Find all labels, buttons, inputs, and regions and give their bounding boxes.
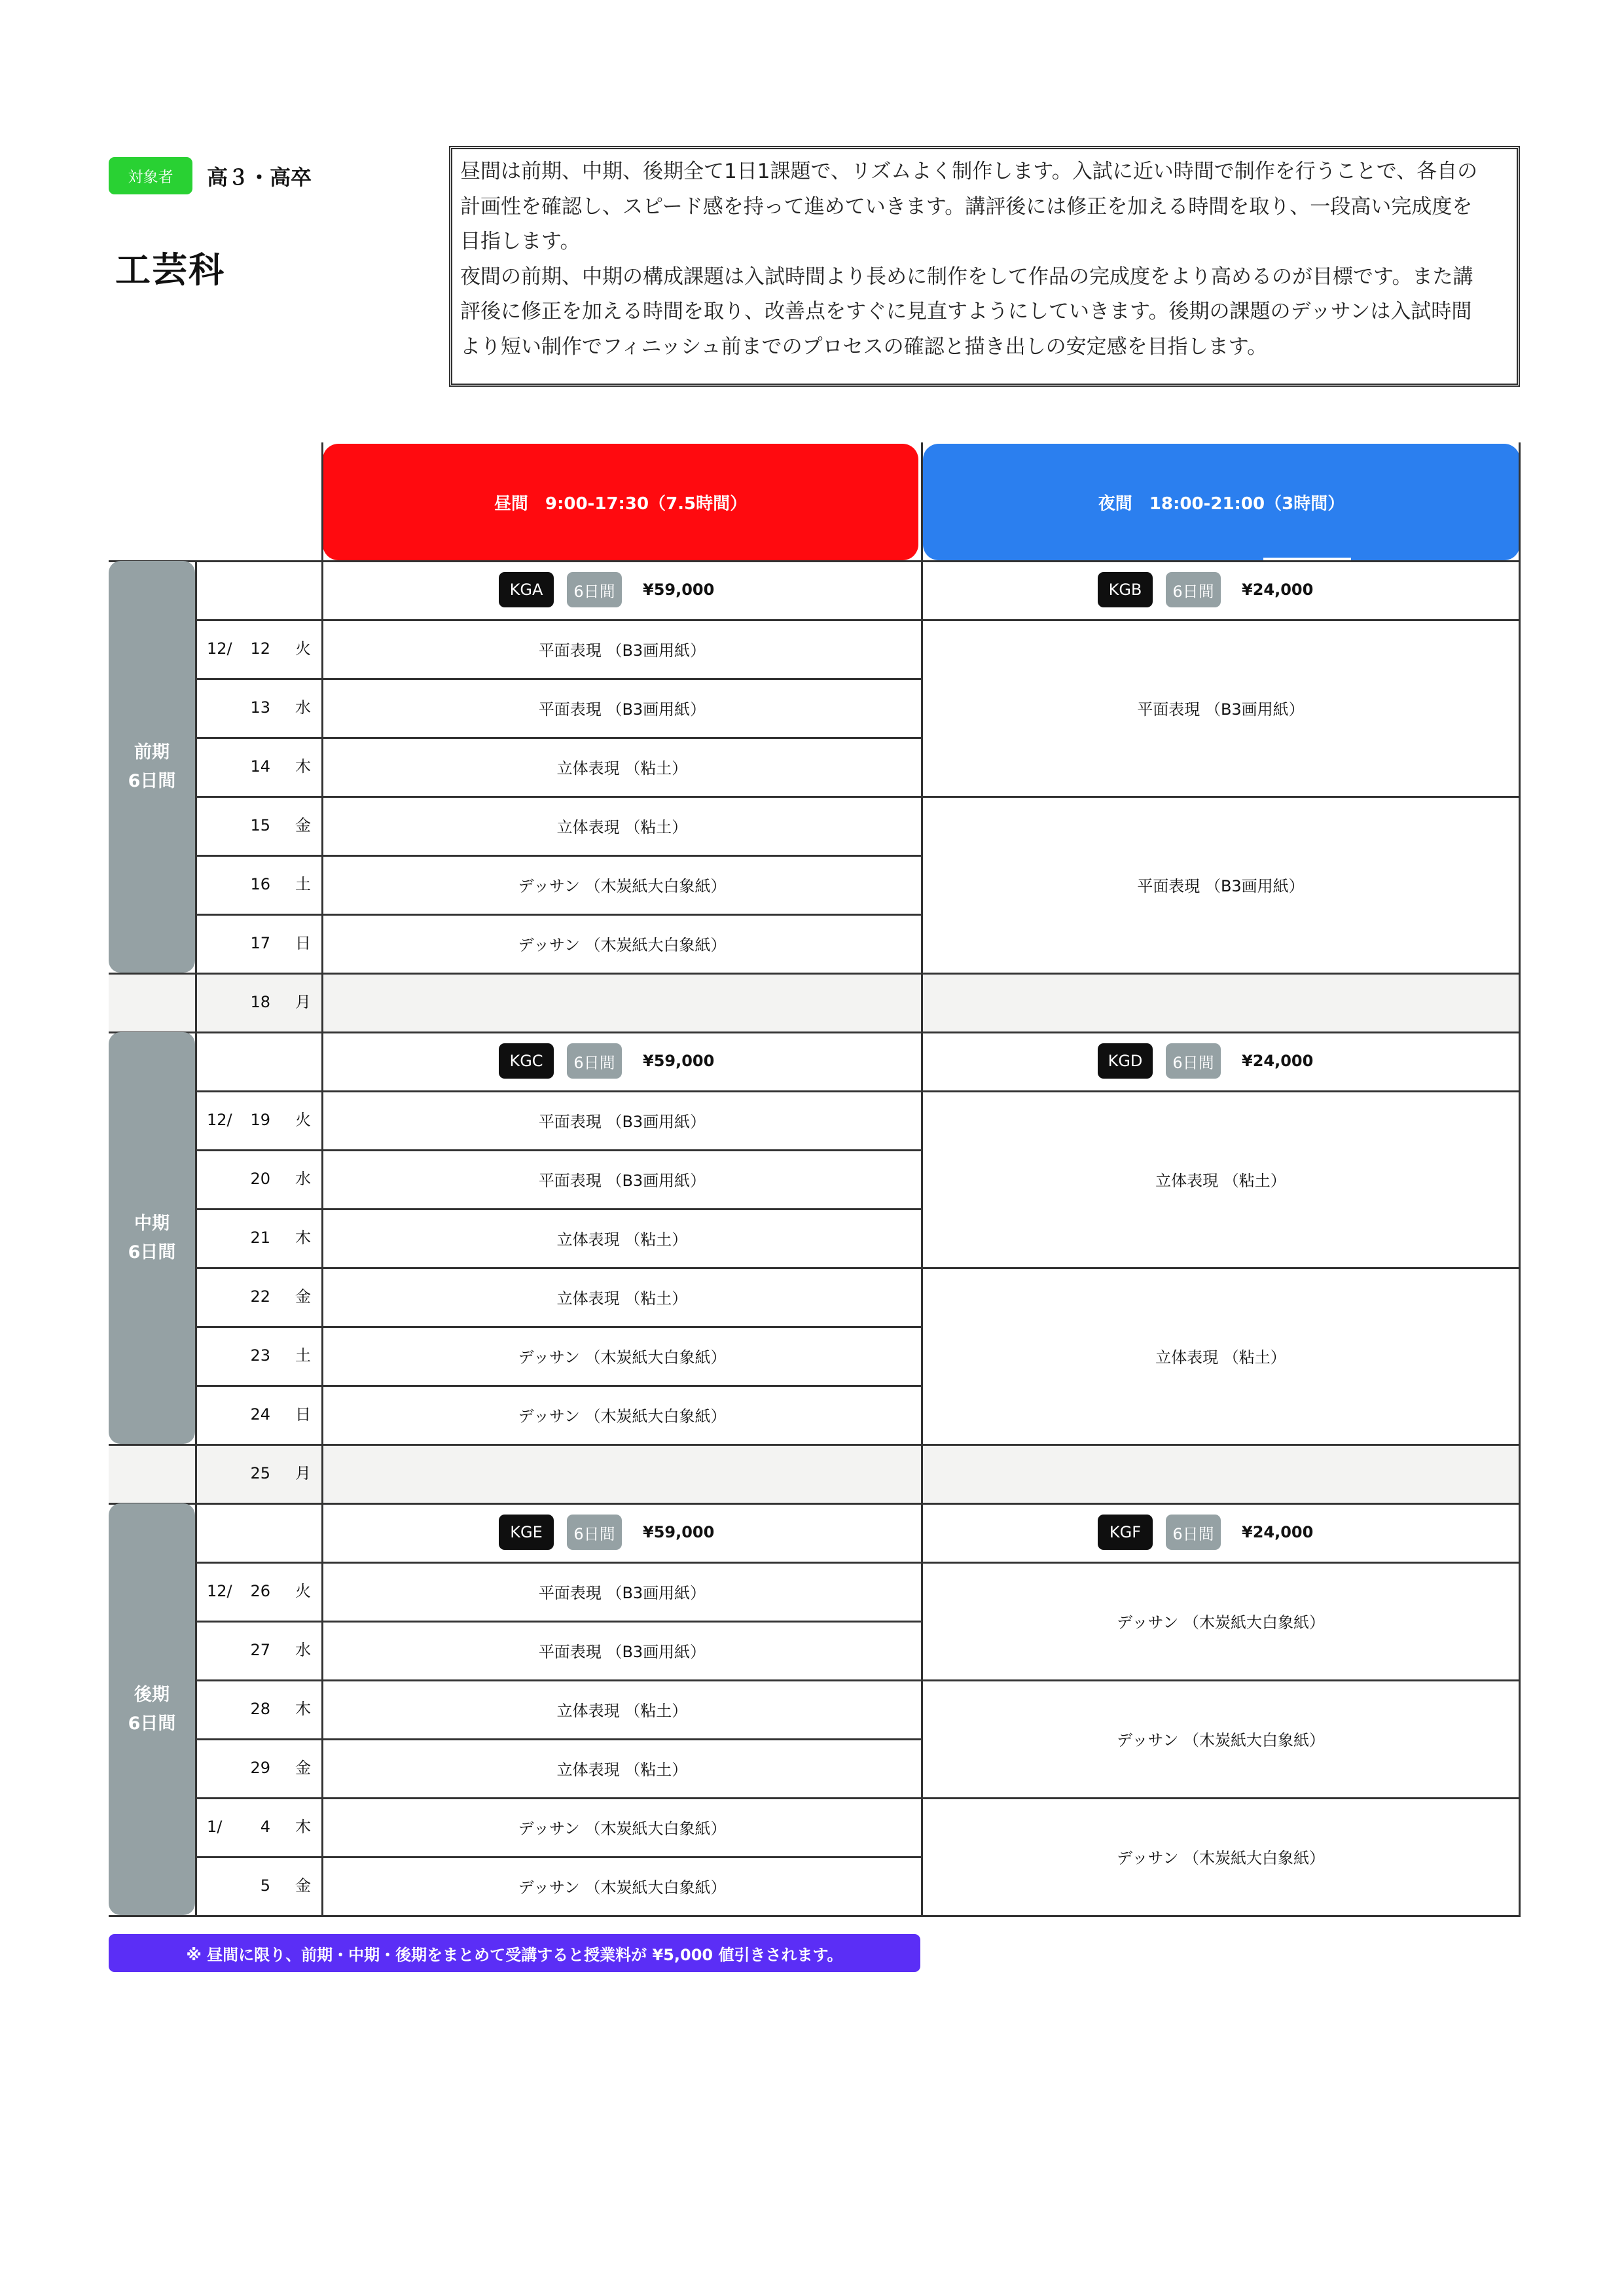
period-label-chuki — [109, 1032, 195, 1444]
daytime-header: 昼間 9:00-17:30（7.5時間） — [323, 444, 918, 560]
day-task-cell: 立体表現 （粘土） — [556, 1760, 688, 1779]
grid-line — [195, 560, 197, 1915]
date-day: 21 — [250, 1229, 270, 1247]
date-weekday: 木 — [295, 1229, 311, 1247]
course-code-badge: KGA — [499, 572, 554, 607]
course-days-badge: 6日間 — [567, 1515, 622, 1550]
date-weekday: 水 — [295, 1170, 311, 1188]
period-length: 6日間 — [128, 1242, 176, 1263]
night-task-cell: デッサン （木炭紙大白象紙） — [1117, 1848, 1325, 1867]
description-line: 目指します。 — [460, 230, 581, 253]
course-price: ¥59,000 — [643, 581, 715, 599]
course-price: ¥24,000 — [1242, 1052, 1314, 1070]
course-code-badge: KGC — [499, 1043, 554, 1079]
date-day: 14 — [250, 757, 270, 776]
date-weekday: 木 — [295, 1818, 311, 1836]
nighttime-header: 夜間 18:00-21:00（3時間） — [923, 444, 1520, 560]
course-code-badge: KGF — [1098, 1515, 1153, 1550]
date-weekday: 土 — [295, 1346, 311, 1365]
day-task-cell: 立体表現 （粘土） — [556, 817, 688, 836]
break-row-band — [109, 1445, 1520, 1504]
date-day: 27 — [250, 1641, 270, 1659]
course-days-badge: 6日間 — [1166, 1515, 1221, 1550]
grid-line — [109, 560, 1521, 562]
date-weekday: 木 — [295, 1700, 311, 1718]
date-day: 15 — [250, 816, 270, 834]
date-day: 23 — [250, 1346, 270, 1365]
grid-line — [109, 1503, 1521, 1505]
period-name: 後期 — [134, 1684, 170, 1705]
description-line: 計画性を確認し、スピード感を持って進めていきます。講評後には修正を加える時間を取り、一段高い完成度を — [460, 194, 1473, 219]
day-task-cell: 立体表現 （粘土） — [556, 1701, 688, 1720]
date-weekday: 火 — [295, 1582, 311, 1600]
date-day: 20 — [250, 1170, 270, 1188]
date-weekday: 火 — [295, 639, 311, 658]
course-days-badge: 6日間 — [567, 1043, 622, 1079]
date-weekday: 金 — [295, 816, 311, 834]
day-task-cell: 平面表現 （B3画用紙） — [538, 1171, 706, 1190]
date-weekday: 日 — [295, 934, 311, 952]
day-task-cell: 立体表現 （粘土） — [556, 759, 688, 778]
day-course-info — [499, 1043, 714, 1079]
course-days-badge: 6日間 — [567, 572, 622, 607]
night-course-info — [1098, 572, 1313, 607]
period-label-zenki — [109, 561, 195, 973]
course-price: ¥24,000 — [1242, 581, 1314, 599]
target-value: 高３・高卒 — [207, 165, 312, 190]
date-day: 4 — [260, 1818, 270, 1836]
night-task-cell: 平面表現 （B3画用紙） — [1137, 700, 1305, 719]
day-task-cell: デッサン （木炭紙大白象紙） — [518, 876, 727, 895]
date-day: 5 — [260, 1876, 270, 1895]
date-month: 12/ — [207, 639, 232, 658]
course-price: ¥59,000 — [643, 1052, 715, 1070]
date-day: 24 — [250, 1405, 270, 1424]
night-task-cell: デッサン （木炭紙大白象紙） — [1117, 1731, 1325, 1749]
date-day: 13 — [250, 698, 270, 717]
date-weekday: 火 — [295, 1111, 311, 1129]
grid-line — [109, 973, 1521, 975]
date-day: 22 — [250, 1287, 270, 1306]
date-weekday: 金 — [295, 1287, 311, 1306]
date-month: 1/ — [207, 1818, 223, 1836]
day-task-cell: 平面表現 （B3画用紙） — [538, 1642, 706, 1661]
break-day: 18 — [250, 993, 270, 1011]
period-name: 中期 — [134, 1213, 170, 1234]
course-price: ¥24,000 — [1242, 1523, 1314, 1541]
day-task-cell: 平面表現 （B3画用紙） — [538, 1112, 706, 1131]
date-weekday: 日 — [295, 1405, 311, 1424]
description-line: 夜間の前期、中期の構成課題は入試時間より長めに制作をして作品の完成度をより高めるのが目標です。また講 — [460, 264, 1473, 289]
period-name: 前期 — [134, 742, 170, 762]
day-task-cell: デッサン （木炭紙大白象紙） — [518, 935, 727, 954]
course-price: ¥59,000 — [643, 1523, 715, 1541]
night-task-cell: 立体表現 （粘土） — [1155, 1348, 1286, 1367]
date-weekday: 水 — [295, 1641, 311, 1659]
date-weekday: 金 — [295, 1759, 311, 1777]
date-month: 12/ — [207, 1111, 232, 1129]
date-weekday: 金 — [295, 1876, 311, 1895]
date-day: 28 — [250, 1700, 270, 1718]
grid-line — [109, 1444, 1521, 1446]
break-day: 25 — [250, 1464, 270, 1482]
course-days-badge: 6日間 — [1166, 572, 1221, 607]
day-task-cell: 立体表現 （粘土） — [556, 1289, 688, 1308]
grid-line — [109, 1031, 1521, 1033]
period-length: 6日間 — [128, 1713, 176, 1734]
break-weekday: 月 — [295, 1464, 311, 1482]
grid-line — [1519, 442, 1521, 1915]
page-title: 工芸科 — [115, 249, 225, 291]
day-task-cell: 平面表現 （B3画用紙） — [538, 700, 706, 719]
day-task-cell: デッサン （木炭紙大白象紙） — [518, 1407, 727, 1426]
grid-line — [109, 1915, 1521, 1917]
day-task-cell: 平面表現 （B3画用紙） — [538, 641, 706, 660]
night-task-cell: デッサン （木炭紙大白象紙） — [1117, 1613, 1325, 1632]
period-length: 6日間 — [128, 770, 176, 791]
description-line: より短い制作でフィニッシュ前までのプロセスの確認と描き出しの安定感を目指します。 — [460, 334, 1268, 359]
date-day: 26 — [250, 1582, 270, 1600]
date-weekday: 木 — [295, 757, 311, 776]
period-label-koki — [109, 1503, 195, 1915]
break-weekday: 月 — [295, 993, 311, 1011]
date-weekday: 土 — [295, 875, 311, 893]
break-row-band — [109, 974, 1520, 1033]
target-badge: 対象者 — [109, 157, 192, 194]
course-code-badge: KGB — [1098, 572, 1153, 607]
course-days-badge: 6日間 — [1166, 1043, 1221, 1079]
day-course-info — [499, 572, 714, 607]
day-task-cell: デッサン （木炭紙大白象紙） — [518, 1878, 727, 1897]
date-day: 12 — [250, 639, 270, 658]
date-day: 16 — [250, 875, 270, 893]
date-day: 29 — [250, 1759, 270, 1777]
course-code-badge: KGD — [1098, 1043, 1153, 1079]
night-task-cell: 立体表現 （粘土） — [1155, 1171, 1286, 1190]
day-course-info — [499, 1515, 714, 1550]
description-line: 昼間は前期、中期、後期全て1日1課題で、リズムよく制作します。入試に近い時間で制作を行うことで、各自の — [460, 160, 1478, 183]
day-task-cell: 平面表現 （B3画用紙） — [538, 1583, 706, 1602]
day-task-cell: デッサン （木炭紙大白象紙） — [518, 1348, 727, 1367]
day-task-cell: 立体表現 （粘土） — [556, 1230, 688, 1249]
night-course-info — [1098, 1043, 1313, 1079]
night-course-info — [1098, 1515, 1313, 1550]
discount-note: ※ 昼間に限り、前期・中期・後期をまとめて受講すると授業料が ¥5,000 値引きされます。 — [109, 1934, 920, 1972]
course-code-badge: KGE — [499, 1515, 554, 1550]
course-description — [449, 146, 1520, 387]
description-line: 評後に修正を加える時間を取り、改善点をすぐに見直すようにしていきます。後期の課題のデッサンは入試時間 — [460, 300, 1472, 323]
date-weekday: 水 — [295, 698, 311, 717]
night-task-cell: 平面表現 （B3画用紙） — [1137, 876, 1305, 895]
date-day: 19 — [250, 1111, 270, 1129]
date-month: 12/ — [207, 1582, 232, 1600]
day-task-cell: デッサン （木炭紙大白象紙） — [518, 1819, 727, 1838]
date-day: 17 — [250, 934, 270, 952]
